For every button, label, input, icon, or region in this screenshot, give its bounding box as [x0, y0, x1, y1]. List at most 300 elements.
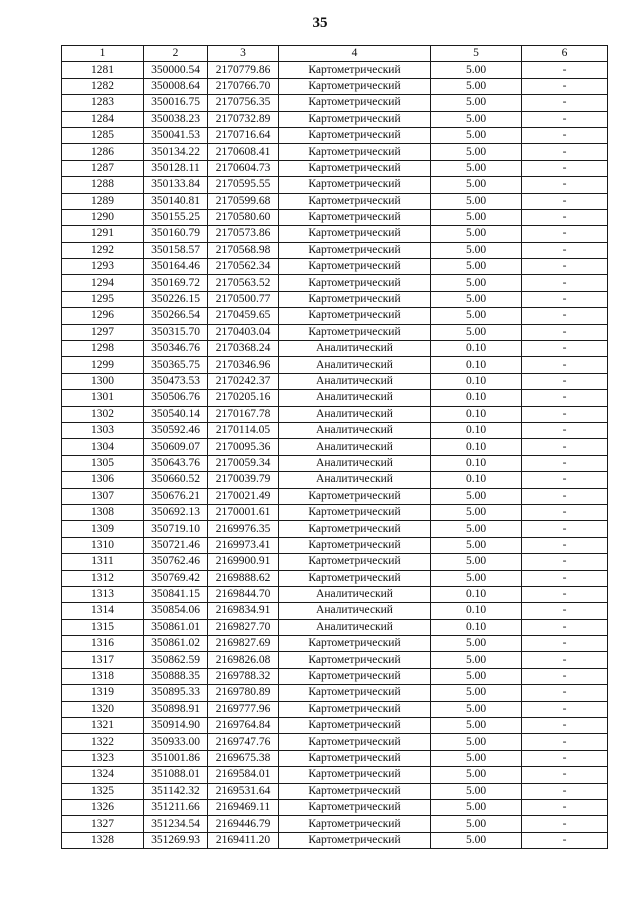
table-row [62, 767, 608, 783]
point-number-cell: 1327 [62, 816, 144, 832]
table-row [62, 472, 608, 488]
point-number-cell: 1309 [62, 521, 144, 537]
x-coordinate-cell: 350128.11 [144, 160, 208, 176]
point-number-cell: 1295 [62, 291, 144, 307]
table-row [62, 521, 608, 537]
x-coordinate-cell: 350266.54 [144, 308, 208, 324]
point-number-cell: 1313 [62, 586, 144, 602]
accuracy-cell: 5.00 [431, 209, 522, 225]
y-coordinate-cell: 2169411.20 [208, 832, 279, 848]
accuracy-cell: 5.00 [431, 783, 522, 799]
table-row [62, 193, 608, 209]
method-cell: Картометрический [279, 750, 431, 766]
point-number-cell: 1318 [62, 668, 144, 684]
note-cell: - [522, 242, 608, 258]
table-row [62, 652, 608, 668]
table-row [62, 750, 608, 766]
coordinates-table [61, 45, 608, 849]
method-cell: Картометрический [279, 652, 431, 668]
y-coordinate-cell: 2169834.91 [208, 603, 279, 619]
note-cell: - [522, 390, 608, 406]
method-cell: Картометрический [279, 488, 431, 504]
table-row [62, 373, 608, 389]
note-cell: - [522, 78, 608, 94]
x-coordinate-cell: 350315.70 [144, 324, 208, 340]
y-coordinate-cell: 2170167.78 [208, 406, 279, 422]
table-row [62, 701, 608, 717]
note-cell: - [522, 668, 608, 684]
x-coordinate-cell: 350609.07 [144, 439, 208, 455]
point-number-cell: 1304 [62, 439, 144, 455]
note-cell: - [522, 832, 608, 848]
point-number-cell: 1302 [62, 406, 144, 422]
note-cell: - [522, 275, 608, 291]
y-coordinate-cell: 2170205.16 [208, 390, 279, 406]
method-cell: Картометрический [279, 127, 431, 143]
method-cell: Картометрический [279, 504, 431, 520]
y-coordinate-cell: 2169827.69 [208, 636, 279, 652]
point-number-cell: 1328 [62, 832, 144, 848]
method-cell: Картометрический [279, 95, 431, 111]
method-cell: Аналитический [279, 455, 431, 471]
table-row [62, 144, 608, 160]
x-coordinate-cell: 350540.14 [144, 406, 208, 422]
accuracy-cell: 5.00 [431, 668, 522, 684]
method-cell: Картометрический [279, 816, 431, 832]
point-number-cell: 1292 [62, 242, 144, 258]
accuracy-cell: 5.00 [431, 160, 522, 176]
accuracy-cell: 5.00 [431, 193, 522, 209]
table-row [62, 209, 608, 225]
accuracy-cell: 5.00 [431, 78, 522, 94]
point-number-cell: 1308 [62, 504, 144, 520]
table-body [62, 62, 608, 849]
y-coordinate-cell: 2170039.79 [208, 472, 279, 488]
method-cell: Картометрический [279, 144, 431, 160]
x-coordinate-cell: 350898.91 [144, 701, 208, 717]
note-cell: - [522, 259, 608, 275]
column-header: 5 [431, 46, 522, 62]
point-number-cell: 1317 [62, 652, 144, 668]
table-row [62, 308, 608, 324]
point-number-cell: 1298 [62, 341, 144, 357]
table-row [62, 537, 608, 553]
point-number-cell: 1316 [62, 636, 144, 652]
y-coordinate-cell: 2169973.41 [208, 537, 279, 553]
note-cell: - [522, 488, 608, 504]
x-coordinate-cell: 350164.46 [144, 259, 208, 275]
method-cell: Картометрический [279, 177, 431, 193]
method-cell: Аналитический [279, 390, 431, 406]
y-coordinate-cell: 2170095.36 [208, 439, 279, 455]
method-cell: Картометрический [279, 160, 431, 176]
note-cell: - [522, 537, 608, 553]
table-row [62, 341, 608, 357]
x-coordinate-cell: 350346.76 [144, 341, 208, 357]
accuracy-cell: 5.00 [431, 226, 522, 242]
point-number-cell: 1321 [62, 718, 144, 734]
method-cell: Аналитический [279, 586, 431, 602]
x-coordinate-cell: 350643.76 [144, 455, 208, 471]
table-row [62, 799, 608, 815]
point-number-cell: 1282 [62, 78, 144, 94]
x-coordinate-cell: 350008.64 [144, 78, 208, 94]
table-row [62, 816, 608, 832]
method-cell: Картометрический [279, 799, 431, 815]
accuracy-cell: 5.00 [431, 554, 522, 570]
accuracy-cell: 5.00 [431, 95, 522, 111]
point-number-cell: 1319 [62, 685, 144, 701]
note-cell: - [522, 193, 608, 209]
table-row [62, 390, 608, 406]
accuracy-cell: 5.00 [431, 701, 522, 717]
accuracy-cell: 0.10 [431, 373, 522, 389]
y-coordinate-cell: 2169469.11 [208, 799, 279, 815]
accuracy-cell: 5.00 [431, 799, 522, 815]
method-cell: Аналитический [279, 619, 431, 635]
x-coordinate-cell: 350721.46 [144, 537, 208, 553]
x-coordinate-cell: 350140.81 [144, 193, 208, 209]
accuracy-cell: 0.10 [431, 586, 522, 602]
note-cell: - [522, 144, 608, 160]
table-header-row [62, 46, 608, 62]
note-cell: - [522, 209, 608, 225]
accuracy-cell: 5.00 [431, 718, 522, 734]
note-cell: - [522, 111, 608, 127]
accuracy-cell: 0.10 [431, 472, 522, 488]
accuracy-cell: 5.00 [431, 636, 522, 652]
note-cell: - [522, 62, 608, 78]
accuracy-cell: 5.00 [431, 504, 522, 520]
point-number-cell: 1314 [62, 603, 144, 619]
note-cell: - [522, 308, 608, 324]
table-row [62, 570, 608, 586]
note-cell: - [522, 160, 608, 176]
point-number-cell: 1283 [62, 95, 144, 111]
accuracy-cell: 0.10 [431, 406, 522, 422]
point-number-cell: 1285 [62, 127, 144, 143]
note-cell: - [522, 799, 608, 815]
x-coordinate-cell: 351211.66 [144, 799, 208, 815]
accuracy-cell: 5.00 [431, 62, 522, 78]
x-coordinate-cell: 350000.54 [144, 62, 208, 78]
point-number-cell: 1291 [62, 226, 144, 242]
y-coordinate-cell: 2169446.79 [208, 816, 279, 832]
method-cell: Картометрический [279, 324, 431, 340]
point-number-cell: 1286 [62, 144, 144, 160]
y-coordinate-cell: 2170595.55 [208, 177, 279, 193]
x-coordinate-cell: 350933.00 [144, 734, 208, 750]
method-cell: Картометрический [279, 718, 431, 734]
point-number-cell: 1293 [62, 259, 144, 275]
y-coordinate-cell: 2170608.41 [208, 144, 279, 160]
method-cell: Картометрический [279, 767, 431, 783]
table-row [62, 455, 608, 471]
accuracy-cell: 5.00 [431, 275, 522, 291]
note-cell: - [522, 718, 608, 734]
note-cell: - [522, 472, 608, 488]
accuracy-cell: 0.10 [431, 390, 522, 406]
point-number-cell: 1287 [62, 160, 144, 176]
column-header: 2 [144, 46, 208, 62]
accuracy-cell: 5.00 [431, 177, 522, 193]
table-row [62, 259, 608, 275]
point-number-cell: 1322 [62, 734, 144, 750]
accuracy-cell: 0.10 [431, 455, 522, 471]
note-cell: - [522, 554, 608, 570]
note-cell: - [522, 341, 608, 357]
x-coordinate-cell: 351001.86 [144, 750, 208, 766]
method-cell: Аналитический [279, 373, 431, 389]
y-coordinate-cell: 2170599.68 [208, 193, 279, 209]
accuracy-cell: 5.00 [431, 734, 522, 750]
accuracy-cell: 0.10 [431, 619, 522, 635]
accuracy-cell: 0.10 [431, 341, 522, 357]
method-cell: Картометрический [279, 259, 431, 275]
point-number-cell: 1312 [62, 570, 144, 586]
note-cell: - [522, 685, 608, 701]
y-coordinate-cell: 2170059.34 [208, 455, 279, 471]
x-coordinate-cell: 350862.59 [144, 652, 208, 668]
method-cell: Аналитический [279, 406, 431, 422]
table-row [62, 177, 608, 193]
column-header: 4 [279, 46, 431, 62]
x-coordinate-cell: 350134.22 [144, 144, 208, 160]
x-coordinate-cell: 350016.75 [144, 95, 208, 111]
x-coordinate-cell: 350158.57 [144, 242, 208, 258]
page-number: 35 [312, 15, 328, 31]
x-coordinate-cell: 350169.72 [144, 275, 208, 291]
note-cell: - [522, 177, 608, 193]
table-row [62, 357, 608, 373]
x-coordinate-cell: 350762.46 [144, 554, 208, 570]
note-cell: - [522, 406, 608, 422]
accuracy-cell: 5.00 [431, 242, 522, 258]
note-cell: - [522, 783, 608, 799]
y-coordinate-cell: 2170604.73 [208, 160, 279, 176]
point-number-cell: 1296 [62, 308, 144, 324]
method-cell: Аналитический [279, 603, 431, 619]
y-coordinate-cell: 2170573.86 [208, 226, 279, 242]
table-row [62, 734, 608, 750]
table-row [62, 226, 608, 242]
x-coordinate-cell: 350861.02 [144, 636, 208, 652]
accuracy-cell: 0.10 [431, 603, 522, 619]
accuracy-cell: 5.00 [431, 291, 522, 307]
x-coordinate-cell: 350719.10 [144, 521, 208, 537]
note-cell: - [522, 521, 608, 537]
method-cell: Картометрический [279, 275, 431, 291]
x-coordinate-cell: 351269.93 [144, 832, 208, 848]
table-row [62, 832, 608, 848]
method-cell: Картометрический [279, 685, 431, 701]
accuracy-cell: 5.00 [431, 750, 522, 766]
table-row [62, 242, 608, 258]
note-cell: - [522, 570, 608, 586]
note-cell: - [522, 127, 608, 143]
y-coordinate-cell: 2170114.05 [208, 422, 279, 438]
table-row [62, 406, 608, 422]
table-row [62, 685, 608, 701]
y-coordinate-cell: 2170459.65 [208, 308, 279, 324]
note-cell: - [522, 422, 608, 438]
method-cell: Аналитический [279, 341, 431, 357]
point-number-cell: 1289 [62, 193, 144, 209]
x-coordinate-cell: 351234.54 [144, 816, 208, 832]
point-number-cell: 1281 [62, 62, 144, 78]
y-coordinate-cell: 2169888.62 [208, 570, 279, 586]
note-cell: - [522, 455, 608, 471]
y-coordinate-cell: 2170242.37 [208, 373, 279, 389]
y-coordinate-cell: 2170368.24 [208, 341, 279, 357]
accuracy-cell: 5.00 [431, 767, 522, 783]
table-row [62, 619, 608, 635]
y-coordinate-cell: 2170779.86 [208, 62, 279, 78]
x-coordinate-cell: 350895.33 [144, 685, 208, 701]
point-number-cell: 1301 [62, 390, 144, 406]
table-row [62, 291, 608, 307]
column-header: 6 [522, 46, 608, 62]
method-cell: Картометрический [279, 308, 431, 324]
table-row [62, 586, 608, 602]
accuracy-cell: 0.10 [431, 439, 522, 455]
y-coordinate-cell: 2169777.96 [208, 701, 279, 717]
x-coordinate-cell: 350365.75 [144, 357, 208, 373]
note-cell: - [522, 636, 608, 652]
method-cell: Картометрический [279, 62, 431, 78]
note-cell: - [522, 619, 608, 635]
y-coordinate-cell: 2169764.84 [208, 718, 279, 734]
accuracy-cell: 5.00 [431, 144, 522, 160]
method-cell: Картометрический [279, 668, 431, 684]
accuracy-cell: 5.00 [431, 570, 522, 586]
point-number-cell: 1326 [62, 799, 144, 815]
note-cell: - [522, 291, 608, 307]
x-coordinate-cell: 350038.23 [144, 111, 208, 127]
note-cell: - [522, 767, 608, 783]
y-coordinate-cell: 2170001.61 [208, 504, 279, 520]
note-cell: - [522, 603, 608, 619]
method-cell: Аналитический [279, 422, 431, 438]
point-number-cell: 1303 [62, 422, 144, 438]
accuracy-cell: 5.00 [431, 324, 522, 340]
method-cell: Картометрический [279, 209, 431, 225]
point-number-cell: 1294 [62, 275, 144, 291]
method-cell: Картометрический [279, 291, 431, 307]
x-coordinate-cell: 350226.15 [144, 291, 208, 307]
accuracy-cell: 5.00 [431, 111, 522, 127]
x-coordinate-cell: 350841.15 [144, 586, 208, 602]
table-row [62, 275, 608, 291]
table-row [62, 554, 608, 570]
table-row [62, 718, 608, 734]
x-coordinate-cell: 351142.32 [144, 783, 208, 799]
y-coordinate-cell: 2170568.98 [208, 242, 279, 258]
method-cell: Аналитический [279, 357, 431, 373]
accuracy-cell: 5.00 [431, 832, 522, 848]
y-coordinate-cell: 2169747.76 [208, 734, 279, 750]
method-cell: Картометрический [279, 78, 431, 94]
point-number-cell: 1284 [62, 111, 144, 127]
note-cell: - [522, 95, 608, 111]
column-header: 1 [62, 46, 144, 62]
accuracy-cell: 5.00 [431, 537, 522, 553]
x-coordinate-cell: 350133.84 [144, 177, 208, 193]
note-cell: - [522, 586, 608, 602]
point-number-cell: 1305 [62, 455, 144, 471]
y-coordinate-cell: 2169900.91 [208, 554, 279, 570]
x-coordinate-cell: 350160.79 [144, 226, 208, 242]
note-cell: - [522, 652, 608, 668]
point-number-cell: 1315 [62, 619, 144, 635]
y-coordinate-cell: 2169584.01 [208, 767, 279, 783]
point-number-cell: 1290 [62, 209, 144, 225]
method-cell: Картометрический [279, 832, 431, 848]
note-cell: - [522, 504, 608, 520]
y-coordinate-cell: 2170716.64 [208, 127, 279, 143]
x-coordinate-cell: 350041.53 [144, 127, 208, 143]
x-coordinate-cell: 350888.35 [144, 668, 208, 684]
note-cell: - [522, 816, 608, 832]
point-number-cell: 1325 [62, 783, 144, 799]
method-cell: Картометрический [279, 111, 431, 127]
y-coordinate-cell: 2169788.32 [208, 668, 279, 684]
method-cell: Картометрический [279, 570, 431, 586]
accuracy-cell: 0.10 [431, 422, 522, 438]
method-cell: Картометрический [279, 783, 431, 799]
table-row [62, 111, 608, 127]
x-coordinate-cell: 350692.13 [144, 504, 208, 520]
method-cell: Картометрический [279, 226, 431, 242]
point-number-cell: 1310 [62, 537, 144, 553]
x-coordinate-cell: 350769.42 [144, 570, 208, 586]
table-row [62, 488, 608, 504]
method-cell: Картометрический [279, 734, 431, 750]
table-row [62, 95, 608, 111]
x-coordinate-cell: 350861.01 [144, 619, 208, 635]
y-coordinate-cell: 2170403.04 [208, 324, 279, 340]
point-number-cell: 1288 [62, 177, 144, 193]
note-cell: - [522, 750, 608, 766]
note-cell: - [522, 734, 608, 750]
accuracy-cell: 5.00 [431, 521, 522, 537]
x-coordinate-cell: 350506.76 [144, 390, 208, 406]
table-row [62, 127, 608, 143]
method-cell: Картометрический [279, 554, 431, 570]
table-row [62, 668, 608, 684]
table-row [62, 78, 608, 94]
method-cell: Картометрический [279, 701, 431, 717]
note-cell: - [522, 439, 608, 455]
y-coordinate-cell: 2170562.34 [208, 259, 279, 275]
method-cell: Аналитический [279, 439, 431, 455]
accuracy-cell: 5.00 [431, 308, 522, 324]
accuracy-cell: 5.00 [431, 488, 522, 504]
method-cell: Картометрический [279, 636, 431, 652]
note-cell: - [522, 701, 608, 717]
y-coordinate-cell: 2169780.89 [208, 685, 279, 701]
y-coordinate-cell: 2170756.35 [208, 95, 279, 111]
y-coordinate-cell: 2170500.77 [208, 291, 279, 307]
y-coordinate-cell: 2169826.08 [208, 652, 279, 668]
accuracy-cell: 5.00 [431, 259, 522, 275]
point-number-cell: 1297 [62, 324, 144, 340]
note-cell: - [522, 357, 608, 373]
point-number-cell: 1311 [62, 554, 144, 570]
table-row [62, 636, 608, 652]
method-cell: Картометрический [279, 242, 431, 258]
accuracy-cell: 5.00 [431, 685, 522, 701]
